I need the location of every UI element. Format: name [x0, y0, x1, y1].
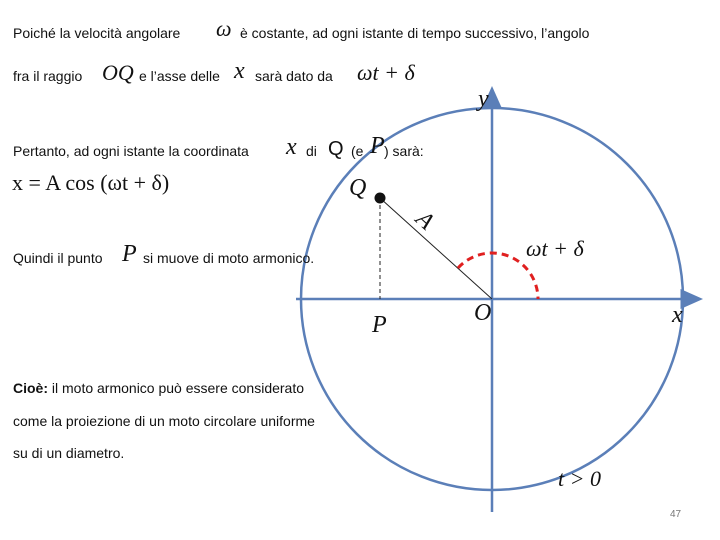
- text-line-5a: Quindi il punto: [13, 250, 103, 266]
- text-line-5b: si muove di moto armonico.: [143, 250, 315, 266]
- text-line-3b: di: [306, 143, 317, 159]
- conclusion-line-3: su di un diametro.: [13, 445, 125, 461]
- point-q-label: Q: [349, 175, 367, 201]
- conclusion-rest: il moto armonico può essere considerato: [48, 380, 305, 396]
- text-line-2a: fra il raggio: [13, 68, 83, 84]
- text-line-2b: e l’asse delle: [139, 68, 220, 84]
- symbol-oq: OQ: [102, 60, 134, 85]
- conclusion-bold: Cioè:: [13, 380, 48, 396]
- symbol-x-2: x: [286, 134, 297, 160]
- point-p-label: P: [372, 312, 387, 338]
- conclusion-line-2: come la proiezione di un moto circolare uniforme: [13, 413, 315, 429]
- point-q: [375, 193, 386, 204]
- symbol-omega: ω: [216, 16, 232, 41]
- page-number: 47: [670, 509, 682, 520]
- formula: x = A cos (ωt + δ): [12, 170, 170, 195]
- origin-label: O: [474, 300, 492, 326]
- text-line-3a: Pertanto, ad ogni istante la coordinata: [13, 143, 249, 159]
- text-line-3c: (e: [351, 143, 364, 159]
- symbol-q: Q: [328, 138, 344, 160]
- angle-label: ωt + δ: [526, 236, 584, 261]
- radius-label: A: [410, 206, 439, 236]
- symbol-x: x: [234, 58, 245, 84]
- text-line-1a: Poiché la velocità angolare: [13, 25, 181, 41]
- y-axis-label: y: [478, 86, 489, 112]
- text-line-1b: è costante, ad ogni istante di tempo successivo, l’angolo: [240, 25, 590, 41]
- symbol-p-2: P: [122, 241, 137, 267]
- angle-expression: ωt + δ: [357, 60, 415, 85]
- text-line-2c: sarà dato da: [255, 68, 333, 84]
- symbol-p: P: [370, 133, 385, 159]
- x-axis-label: x: [672, 302, 683, 328]
- text-line-3d: ) sarà:: [384, 143, 424, 159]
- time-condition: t > 0: [558, 466, 601, 491]
- conclusion-line-1: [13, 380, 304, 396]
